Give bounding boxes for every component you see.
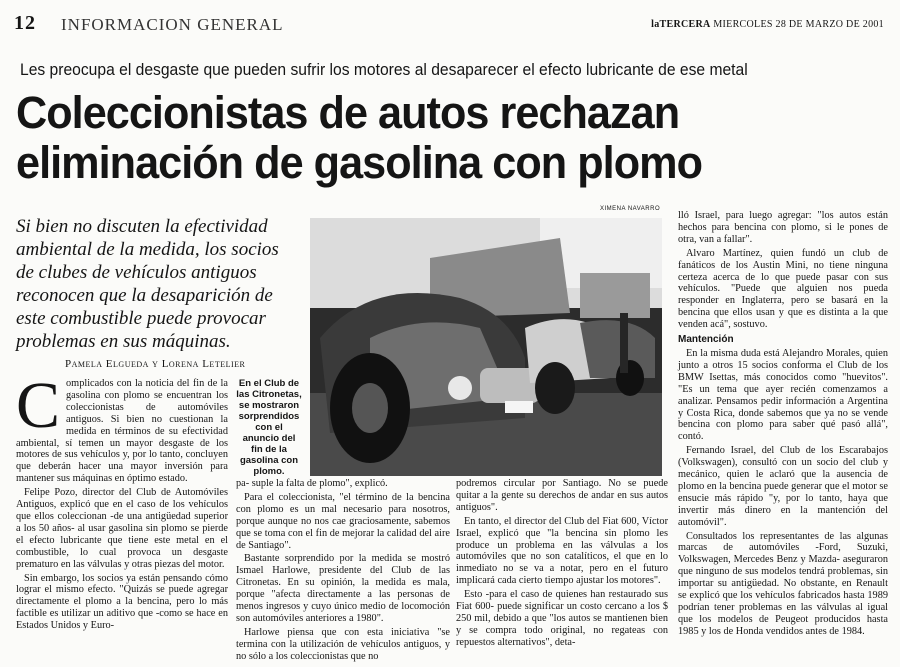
paragraph: Consultados los representantes de las algunas marcas de automóviles -Ford, Suzuki, Volkswagen, Mercedes Benz y Mazda- aseguraron que ninguno de sus modelos tendrá problemas, sin importar su antigüedad. No obstante, en Renault se explicó que los vehículos fabricados hasta 1989 podrían tener problemas en las válvulas al igual que los modelos de Peugeot producidos hasta 1985 y los de Honda vendidos antes de 1984. (678, 530, 888, 637)
paragraph: Harlowe piensa que con esta iniciativa "se termina con la utilización de vehículos antiguos, y no sólo a los coleccionistas que no (236, 626, 450, 662)
paragraph: Sin embargo, los socios ya están pensando cómo lograr el mismo efecto. "Quizás se puede agregar directamente el plomo a la bencina, pero lo más factible es utilizar un aditivo que -como se hace en Estados Unidos y Euro- (16, 572, 228, 632)
paragraph: Alvaro Martínez, quien fundó un club de fanáticos de los Austin Mini, no tiene ninguna certeza acerca de lo que puede pasar con sus vehículos. "Puede que alguien nos pueda responder en Inglaterra, pero se basará en la bencina que ellos usan y que es distinta a la que venden acá", sostuvo. (678, 247, 888, 331)
kicker: Les preocupa el desgaste que pueden sufrir los motores al desaparecer el efecto lubricante de ese metal (20, 60, 748, 79)
paragraph: Esto -para el caso de quienes han restaurado sus Fiat 600- puede significar un costo cercano a los $ 250 mil, debido a que "los autos se mantienen bien y se compra todo original, no regateas con repuestos alternativos", deta- (456, 589, 668, 648)
drop-cap: C (16, 369, 61, 442)
masthead (651, 19, 884, 30)
page-header (6, 12, 894, 36)
photo-caption: En el Club de las Citronetas, se mostraron sorprendidos con el anuncio del fin de la gasolina con plomo. (236, 378, 302, 477)
column-1 (16, 369, 228, 634)
byline: Pamela Elgueda y Lorena Letelier (65, 358, 246, 370)
photo-vintage-cars (310, 218, 662, 476)
column-2 (236, 478, 450, 665)
paragraph: Para el coleccionista, "el término de la bencina con plomo es un mal necesario para nosotros, porque aunque no nos cae graciosamente, sabemos que se toma con el fin de mejorar la calidad del aire de Santiago". (236, 491, 450, 551)
paragraph: En tanto, el director del Club del Fiat 600, Víctor Israel, explicó que "la bencina sin plomo les produce un problema en las válvulas a los automóviles que no son catalíticos, el que en lo inmediato no se va a notar, pero en el futuro implicará cada cierto tiempo ajustar los motores". (456, 515, 668, 587)
lead-paragraph: Si bien no discuten la efectividad ambiental de la medida, los socios de clubes de vehículos antiguos reconocen que la desaparición de este combustible puede provocar problemas en sus máquinas. (16, 216, 279, 352)
paragraph: podremos circular por Santiago. No se puede quitar a la gente su derechos de andar en sus autos antiguos". (456, 478, 668, 513)
paragraph: pa- suple la falta de plomo", explicó. (236, 478, 388, 489)
paragraph: Fernando Israel, del Club de los Escarabajos (Volkswagen), consultó con un socio del club y mecánico, quien le aclaró que la ausencia de plomo en la bencina puede generar que el motor se ensucie más rápido "y, por lo tanto, haya que invertir más dinero en la mantención del automóvil". (678, 445, 888, 528)
photo-credit: XIMENA NAVARRO (600, 206, 661, 212)
column-3 (456, 478, 668, 651)
newspaper-name: laTERCERA (651, 19, 711, 30)
paragraph: En la misma duda está Alejandro Morales, quien junto a otros 15 socios conforma el Club de los BMW Isettas, más conocidos como "huevitos". "Es un tema que ayer recién comenzamos a analizar. Pensamos pedir información a Argentina y Costa Rica, donde sabemos que ya no se vende bencina con plomo para saber qué pasó allá", contó. (678, 347, 888, 443)
paragraph: Bastante sorprendido por la medida se mostró Ismael Harlowe, presidente del Club de las Citronetas. En su opinión, la medida es mala, porque "afecta directamente a las personas de menos ingresos y cuyo único medio de locomoción son automóviles anteriores a 1980". (236, 553, 450, 624)
page-number: 12 (14, 12, 36, 34)
paragraph: lló Israel, para luego agregar: "los autos están hechos para bencina con plomo, si le pones de otra, van a fallar". (678, 210, 888, 245)
issue-date: MIERCOLES 28 DE MARZO DE 2001 (713, 19, 884, 30)
column-4 (678, 210, 888, 640)
paragraph: Felipe Pozo, director del Club de Automóviles Antiguos, explicó que en el caso de los vehículos que ellos coleccionan -de una antigüedad superior a los 50 años- al usar gasolina sin plomo se pierde el efecto lubricante que tiene este metal en el combustible, lo cual provoca un desgaste prematuro en las válvulas y otras piezas del motor. (16, 487, 228, 570)
paragraph: omplicados con la noticia del fin de la gasolina con plomo se encuentran los coleccionistas de automóviles antiguos. Si bien no cuestionan la medida en términos de su efectividad ambiental, sí temen un mayor desgaste de los motores de sus vehículos y, por lo tanto, concluyen que deberán hacer una mayor inversión para mantener sus máquinas en óptimo estado. (16, 378, 228, 485)
headline: Coleccionistas de autos rechazan eliminación de gasolina con plomo (16, 87, 703, 188)
section-title: INFORMACION GENERAL (61, 15, 284, 34)
subheading: Mantención (678, 334, 734, 346)
